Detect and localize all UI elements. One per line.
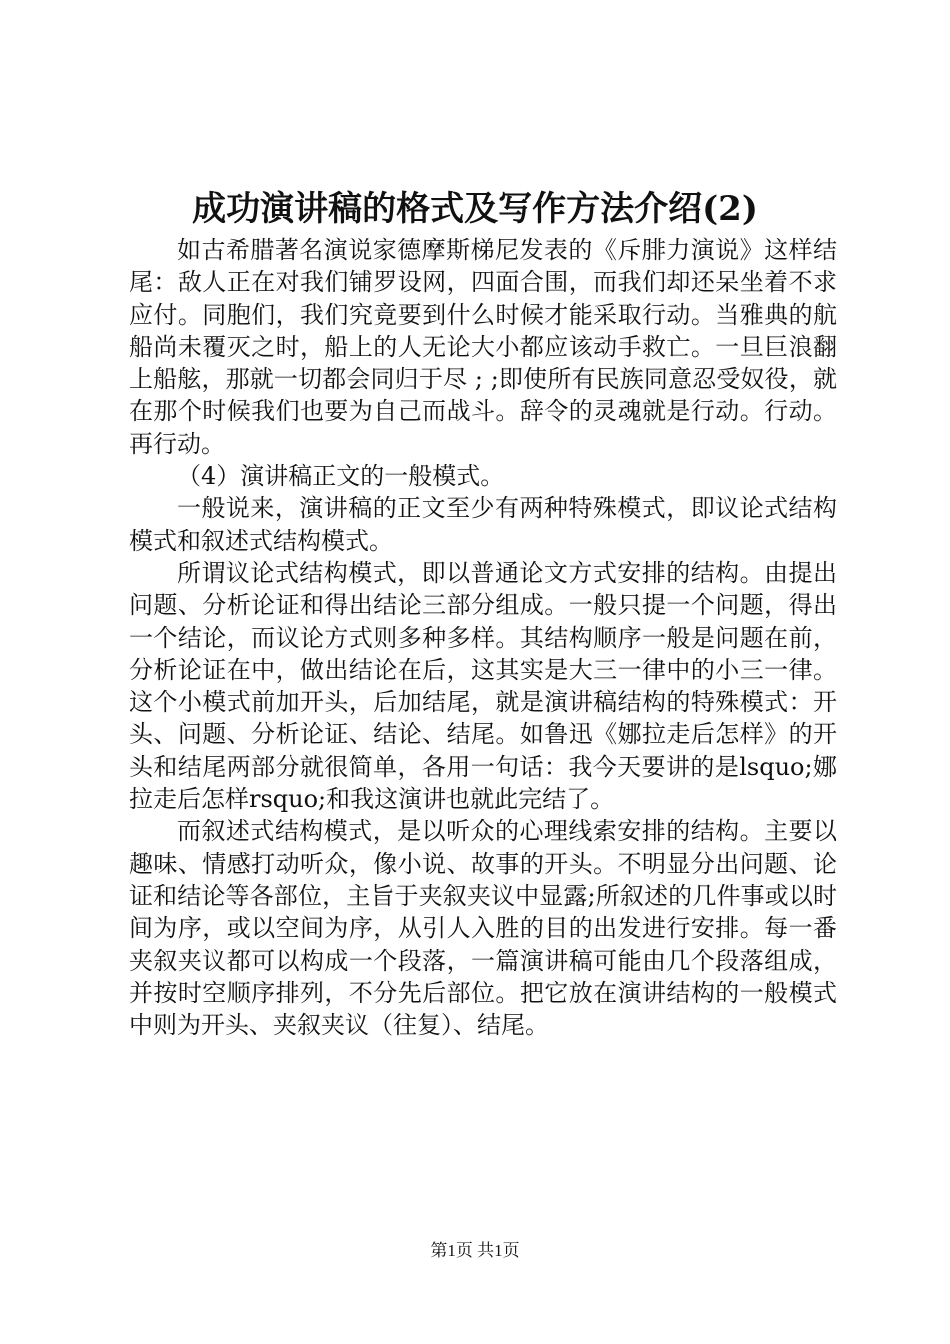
document-body [129,234,837,1041]
paragraph-4: 所谓议论式结构模式，即以普通论文方式安排的结构。由提出问题、分析论证和得出结论三部分组成。一般只提一个问题，得出一个结论，而议论方式则多种多样。其结构顺序一般是问题在前，分析论证在中，做出结论在后，这其实是大三一律中的小三一律。这个小模式前加开头，后加结尾，就是演讲稿结构的特殊模式：开头、问题、分析论证、结论、结尾。如鲁迅《娜拉走后怎样》的开头和结尾两部分就很简单，各用一句话：我今天要讲的是lsquo;娜拉走后怎样rsquo;和我这演讲也就此完结了。 [129,558,837,814]
paragraph-5: 而叙述式结构模式，是以听众的心理线索安排的结构。主要以趣味、情感打动听众，像小说、故事的开头。不明显分出问题、论证和结论等各部位，主旨于夹叙夹议中显露;所叙述的几件事或以时间为序，或以空间为序，从引人入胜的目的出发进行安排。每一番夹叙夹议都可以构成一个段落，一篇演讲稿可能由几个段落组成，并按时空顺序排列，不分先后部位。把它放在演讲结构的一般模式中则为开头、夹叙夹议（往复）、结尾。 [129,817,837,1040]
paragraph-2-section-heading: （4）演讲稿正文的一般模式。 [177,462,505,491]
paragraph-3: 一般说来，演讲稿的正文至少有两种特殊模式，即议论式结构模式和叙述式结构模式。 [129,494,837,555]
page-footer: 第1页 共1页 [430,1241,520,1260]
paragraph-1: 如古希腊著名演说家德摩斯梯尼发表的《斥腓力演说》这样结尾：敌人正在对我们铺罗设网，四面合围，而我们却还呆坐着不求应付。同胞们，我们究竟要到什么时候才能采取行动。当雅典的航船尚未覆灭之时，船上的人无论大小都应该动手救亡。一旦巨浪翻上船舷，那就一切都会同归于尽 ; ;即使所有民族同意忍受奴役，就在那个时候我们也要为自己而战斗。辞令的灵魂就是行动。行动。再行动。 [129,236,837,458]
document-title: 成功演讲稿的格式及写作方法介绍(2) [192,189,758,229]
